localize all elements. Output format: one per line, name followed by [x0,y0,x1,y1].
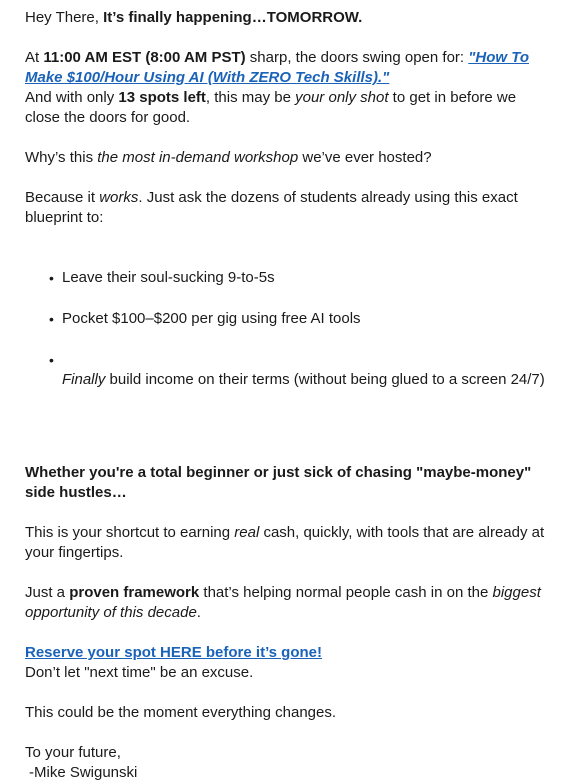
closing-moment: This could be the moment everything changes. [25,704,337,721]
bullet-icon: • [49,352,54,368]
list-item-text: Leave their soul-sucking 9-to-5s [62,269,275,286]
because-emphasis: works [99,189,139,206]
spacer [25,723,554,743]
spacer [25,683,554,703]
greeting-prefix: Hey There, [25,9,104,26]
why-prefix: Why’s this [25,149,98,166]
spacer [25,430,554,450]
shortcut-suffix: cash, quickly, with tools that are already at your fingertips. [25,524,545,561]
because-prefix: Because it [25,189,100,206]
why-suffix: we’ve ever hosted? [298,149,432,166]
framework-bold: proven framework [69,584,200,601]
spacer [25,503,554,523]
list-item [49,350,554,390]
cta-after: Don’t let "next time" be an excuse. [25,664,254,681]
bullet-icon: • [49,311,54,327]
signoff: To your future, [25,744,121,761]
framework-mid: that’s helping normal people cash in on the [199,584,493,601]
spots-paragraph [25,88,554,128]
list-item-text: Pocket $100–$200 per gig using free AI tools [62,310,361,327]
spacer [25,128,554,148]
spacer [25,168,554,188]
bullet-icon: • [49,270,54,286]
benefits-list [25,268,554,390]
event-time: 11:00 AM EST (8:00 AM PST) [43,49,246,66]
shortcut-paragraph [25,523,554,563]
spacer [62,329,554,350]
intro-mid: sharp, the doors swing open for: [245,49,469,66]
workshop-title-link[interactable]: "How To Make $100/Hour Using AI (With ZERO Tech Skills)." [25,49,529,86]
greeting [25,8,554,28]
spots-prefix: And with only [25,89,119,106]
list-item [49,309,554,329]
intro-paragraph [25,48,554,88]
because-paragraph [25,188,554,228]
spacer [25,28,554,48]
list-item [49,268,554,288]
spacer [25,228,554,268]
spacer [62,288,554,309]
signature-name: -Mike Swigunski [29,764,138,781]
spots-mid: , this may be [205,89,296,106]
framework-suffix: . [196,604,201,621]
spacer [25,390,554,430]
cta-paragraph [25,643,554,663]
greeting-headline: It’s finally happening…TOMORROW. [103,9,363,26]
why-paragraph [25,148,554,168]
beginner-text: Whether you're a total beginner or just sick of chasing "maybe-money" side hustles… [25,464,532,501]
framework-prefix: Just a [25,584,70,601]
list-item-emphasis: Finally [62,371,106,388]
spacer [25,450,554,463]
beginner-heading [25,463,554,503]
why-emphasis: the most in-demand workshop [97,149,299,166]
reserve-spot-link[interactable]: Reserve your spot HERE before it’s gone! [25,644,323,661]
shortcut-emphasis: real [234,524,260,541]
spacer [25,563,554,583]
spots-count: 13 spots left [118,89,206,106]
list-item-text: build income on their terms (without being glued to a screen 24/7) [105,371,545,388]
spots-suffix: to get in before we close the doors for good. [25,89,517,126]
framework-emphasis: biggest opportunity of this decade [25,584,541,621]
framework-paragraph [25,583,554,623]
because-suffix: . Just ask the dozens of students already using this exact blueprint to: [25,189,518,226]
intro-at: At [25,49,44,66]
spots-emphasis: your only shot [295,89,389,106]
shortcut-prefix: This is your shortcut to earning [25,524,235,541]
spacer [25,623,554,643]
